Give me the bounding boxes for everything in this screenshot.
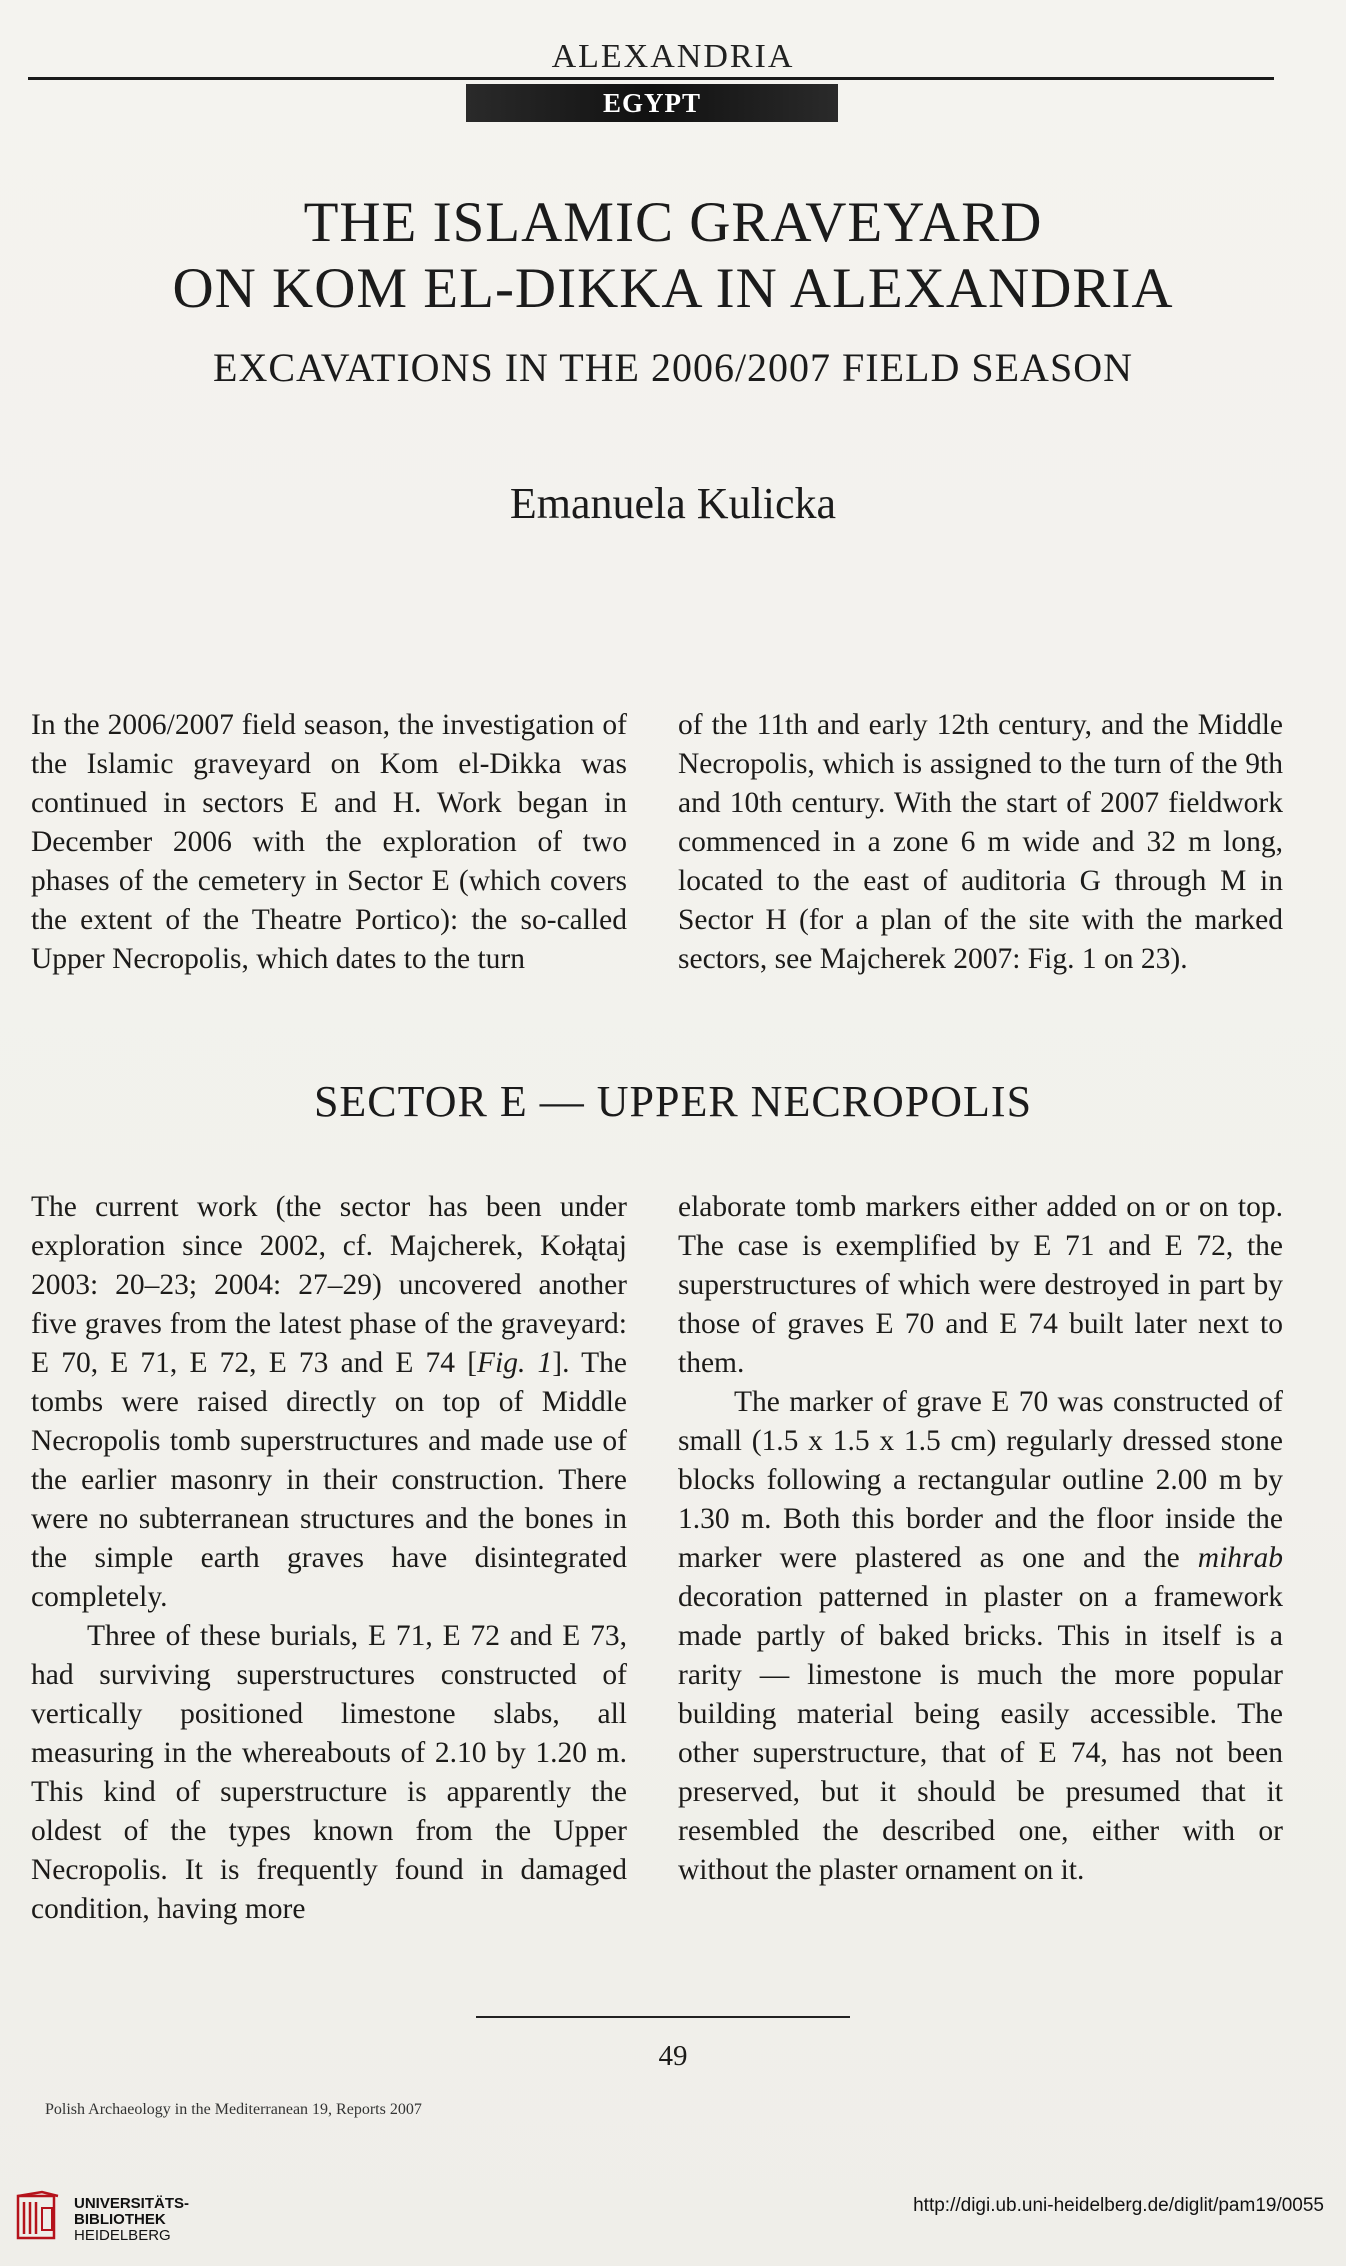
section-heading: SECTOR E — UPPER NECROPOLIS <box>313 1077 1033 1126</box>
section-paragraph-4 <box>678 1383 1283 1890</box>
intro-paragraph-left: In the 2006/2007 field season, the investigation of the Islamic graveyard on Kom el-Dikka was continued in sectors E and H. Work began in December 2006 with the exploration of two phases of the cemetery in Sector E (which covers the extent of the Theatre Portico): the so-called Upper Necropolis, which dates to the turn <box>31 709 627 975</box>
page-number: 49 <box>658 2040 688 2072</box>
title-line-1: THE ISLAMIC GRAVEYARD <box>303 191 1043 254</box>
section-paragraph-3: elaborate tomb markers either added on or on top. The case is exemplified by E 71 and E 72, the superstructures of which were destroyed in part by those of graves E 70 and E 74 built later next to them. <box>678 1191 1283 1379</box>
footer-rule <box>476 2016 850 2018</box>
intro-left-column <box>31 706 627 979</box>
library-name <box>74 2196 189 2244</box>
para1-text-a: The current work (the sector has been under exploration since 2002, cf. Majcherek, Kołątaj 2003: 20–23; 2004: 27–29) uncovered another five graves from the latest phase of the graveyard: E 70, E 71, E 72, E 73 and E 74 [ <box>31 1191 627 1379</box>
library-line-1: UNIVERSITÄTS- <box>74 2195 190 2212</box>
header-rule <box>28 77 1274 80</box>
figure-reference-link[interactable]: Fig. 1 <box>477 1347 553 1379</box>
running-head: ALEXANDRIA <box>551 38 795 75</box>
library-line-3: HEIDELBERG <box>74 2227 171 2244</box>
para1-text-b: ]. The tombs were raised directly on top of Middle Necropolis tomb superstructures and made use of the earlier masonry in their construction. There were no subterranean structures and the bones in the simple earth graves have disintegrated completely. <box>31 1347 627 1613</box>
section-right-column <box>678 1188 1283 1890</box>
section-paragraph-1 <box>31 1188 627 1617</box>
source-url-link[interactable]: http://digi.ub.uni-heidelberg.de/diglit/pam19/0055 <box>913 2195 1324 2216</box>
article-subtitle: EXCAVATIONS IN THE 2006/2007 FIELD SEASON <box>213 345 1133 390</box>
para4-text-a: The marker of grave E 70 was constructed of small (1.5 x 1.5 x 1.5 cm) regularly dressed stone blocks following a rectangular outline 2.00 m by 1.30 m. Both this border and the floor inside the marker were plastered as one and the <box>678 1386 1283 1574</box>
journal-citation: Polish Archaeology in the Mediterranean 19, Reports 2007 <box>45 2101 422 2118</box>
country-label: EGYPT <box>466 84 838 122</box>
title-line-2: ON KOM EL-DIKKA IN ALEXANDRIA <box>172 257 1174 320</box>
library-line-2: BIBLIOTHEK <box>74 2211 166 2228</box>
para4-text-b: decoration patterned in plaster on a framework made partly of baked bricks. This in itself is a rarity — limestone is much the more popular building material being easily accessible. The other superstructure, that of E 74, has not been preserved, but it should be presumed that it resembled the described one, either with or without the plaster ornament on it. <box>678 1581 1283 1886</box>
mihrab-term: mihrab <box>1197 1542 1283 1574</box>
article-author: Emanuela Kulicka <box>509 479 837 528</box>
intro-right-column <box>678 706 1283 979</box>
intro-paragraph-right: of the 11th and early 12th century, and the Middle Necropolis, which is assigned to the turn of the 9th and 10th century. With the start of 2007 fieldwork commenced in a zone 6 m wide and 32 m long, located to the east of auditoria G through M in Sector H (for a plan of the site with the marked sectors, see Majcherek 2007: Fig. 1 on 23). <box>678 709 1283 975</box>
section-left-column <box>31 1188 627 1929</box>
ub-heidelberg-logo-icon <box>14 2190 62 2242</box>
article-title <box>0 190 1346 322</box>
section-paragraph-2: Three of these burials, E 71, E 72 and E 73, had surviving superstructures constructed of vertically positioned limestone slabs, all measuring in the whereabouts of 2.10 by 1.20 m. This kind of superstructure is apparently the oldest of the types known from the Upper Necropolis. It is frequently found in damaged condition, having more <box>31 1620 627 1925</box>
